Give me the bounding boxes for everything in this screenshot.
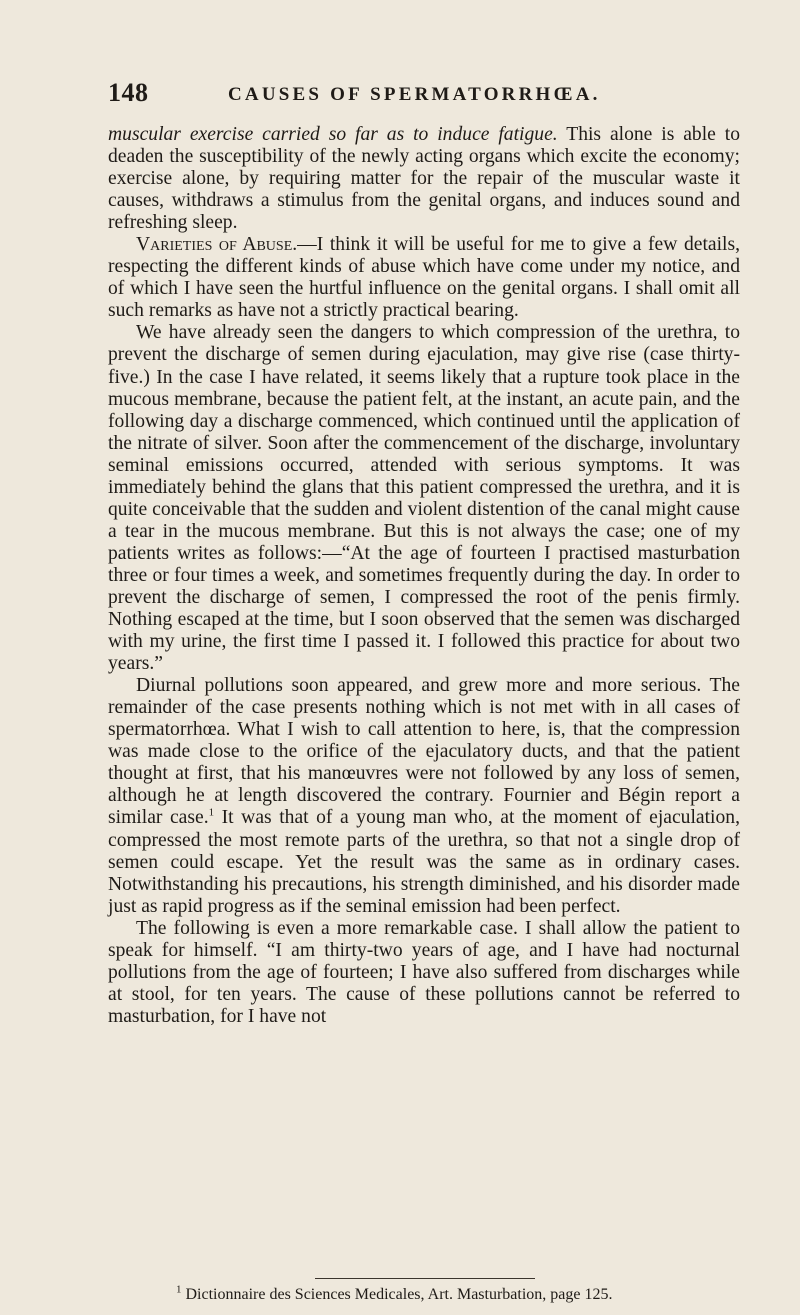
page-header	[108, 78, 738, 112]
footnote	[176, 1285, 776, 1305]
section-heading: Varieties of Abuse.	[136, 234, 298, 256]
paragraph-remarkable-case: The following is even a more remarkable case. I shall allow the patient to speak for himself. “I am thirty-two years of age, and I have had nocturnal pollutions from the age of fourteen; I have also suffered from discharges while at stool, for ten years. The cause of these pollutions cannot be referred to masturbation, for I have not	[108, 917, 740, 1027]
body-text	[108, 124, 740, 1028]
italic-phrase: muscular exercise carried so far as to induce fatigue.	[108, 124, 558, 145]
paragraph-text: Diurnal pollutions soon appeared, and grew more and more serious. The remainder of the case presents nothing which is not met with in all cases of spermatorrhœa. What I wish to call attention to here, is, that the compression was made close to the orifice of the ejaculatory ducts, and that the patient thought at first, that his manœuvres were not followed by any loss of semen, although he at length discovered the contrary. Fournier and Bégin report a similar case.	[108, 675, 740, 829]
paragraph-varieties-of-abuse	[108, 234, 740, 322]
running-head: CAUSES OF SPERMATORRHŒA.	[228, 84, 601, 105]
footnote-text: Dictionnaire des Sciences Medicales, Art. Masturbation, page 125.	[181, 1286, 613, 1303]
paragraph-continued	[108, 124, 740, 234]
page-number: 148	[108, 78, 149, 107]
footnote-divider	[315, 1278, 535, 1279]
footnote-reference[interactable]: 1	[208, 806, 215, 819]
paragraph-compression-case: We have already seen the dangers to which compression of the urethra, to prevent the discharge of semen during ejaculation, may give rise (case thirty-five.) In the case I have related, it seems likely that a rupture took place in the mucous membrane, because the patient felt, at the instant, an acute pain, and the following day a discharge commenced, which continued until the application of the nitrate of silver. Soon after the commencement of the discharge, involuntary seminal emissions occurred, attended with serious symptoms. It was immediately behind the glans that this patient compressed the urethra, and it is quite conceivable that the sudden and violent distention of the canal might cause a tear in the mucous membrane. But this is not always the case; one of my patients writes as follows:—“At the age of fourteen I practised masturbation three or four times a week, and sometimes frequently during the day. In order to prevent the discharge of semen, I compressed the root of the penis firmly. Nothing escaped at the time, but I soon observed that the semen was discharged with my urine, the first time I passed it. I followed this practice for about two years.”	[108, 322, 740, 675]
paragraph-text: This alone is able to deaden the susceptibility of the newly acting organs which excite the economy; exercise alone, by requiring matter for the repair of the muscular waste it causes, withdraws a stimulus from the genital organs, and induces sound and refreshing sleep.	[108, 124, 740, 234]
paragraph-text: —I think it will be useful for me to give a few details, respecting the different kinds of abuse which have come under my notice, and of which I have seen the hurtful influence on the genital organs. I shall omit all such remarks as have not a strictly practical bearing.	[108, 234, 741, 322]
paragraph-text: It was that of a young man who, at the moment of ejaculation, compressed the most remote parts of the urethra, so that not a single drop of semen could escape. Yet the result was the same as in ordinary cases. Notwithstanding his precautions, his strength diminished, and his disorder made just as rapid progress as if the seminal emission had been perfect.	[108, 807, 740, 917]
footnote-marker: 1	[176, 1283, 182, 1296]
paragraph-diurnal-pollutions	[108, 675, 740, 918]
